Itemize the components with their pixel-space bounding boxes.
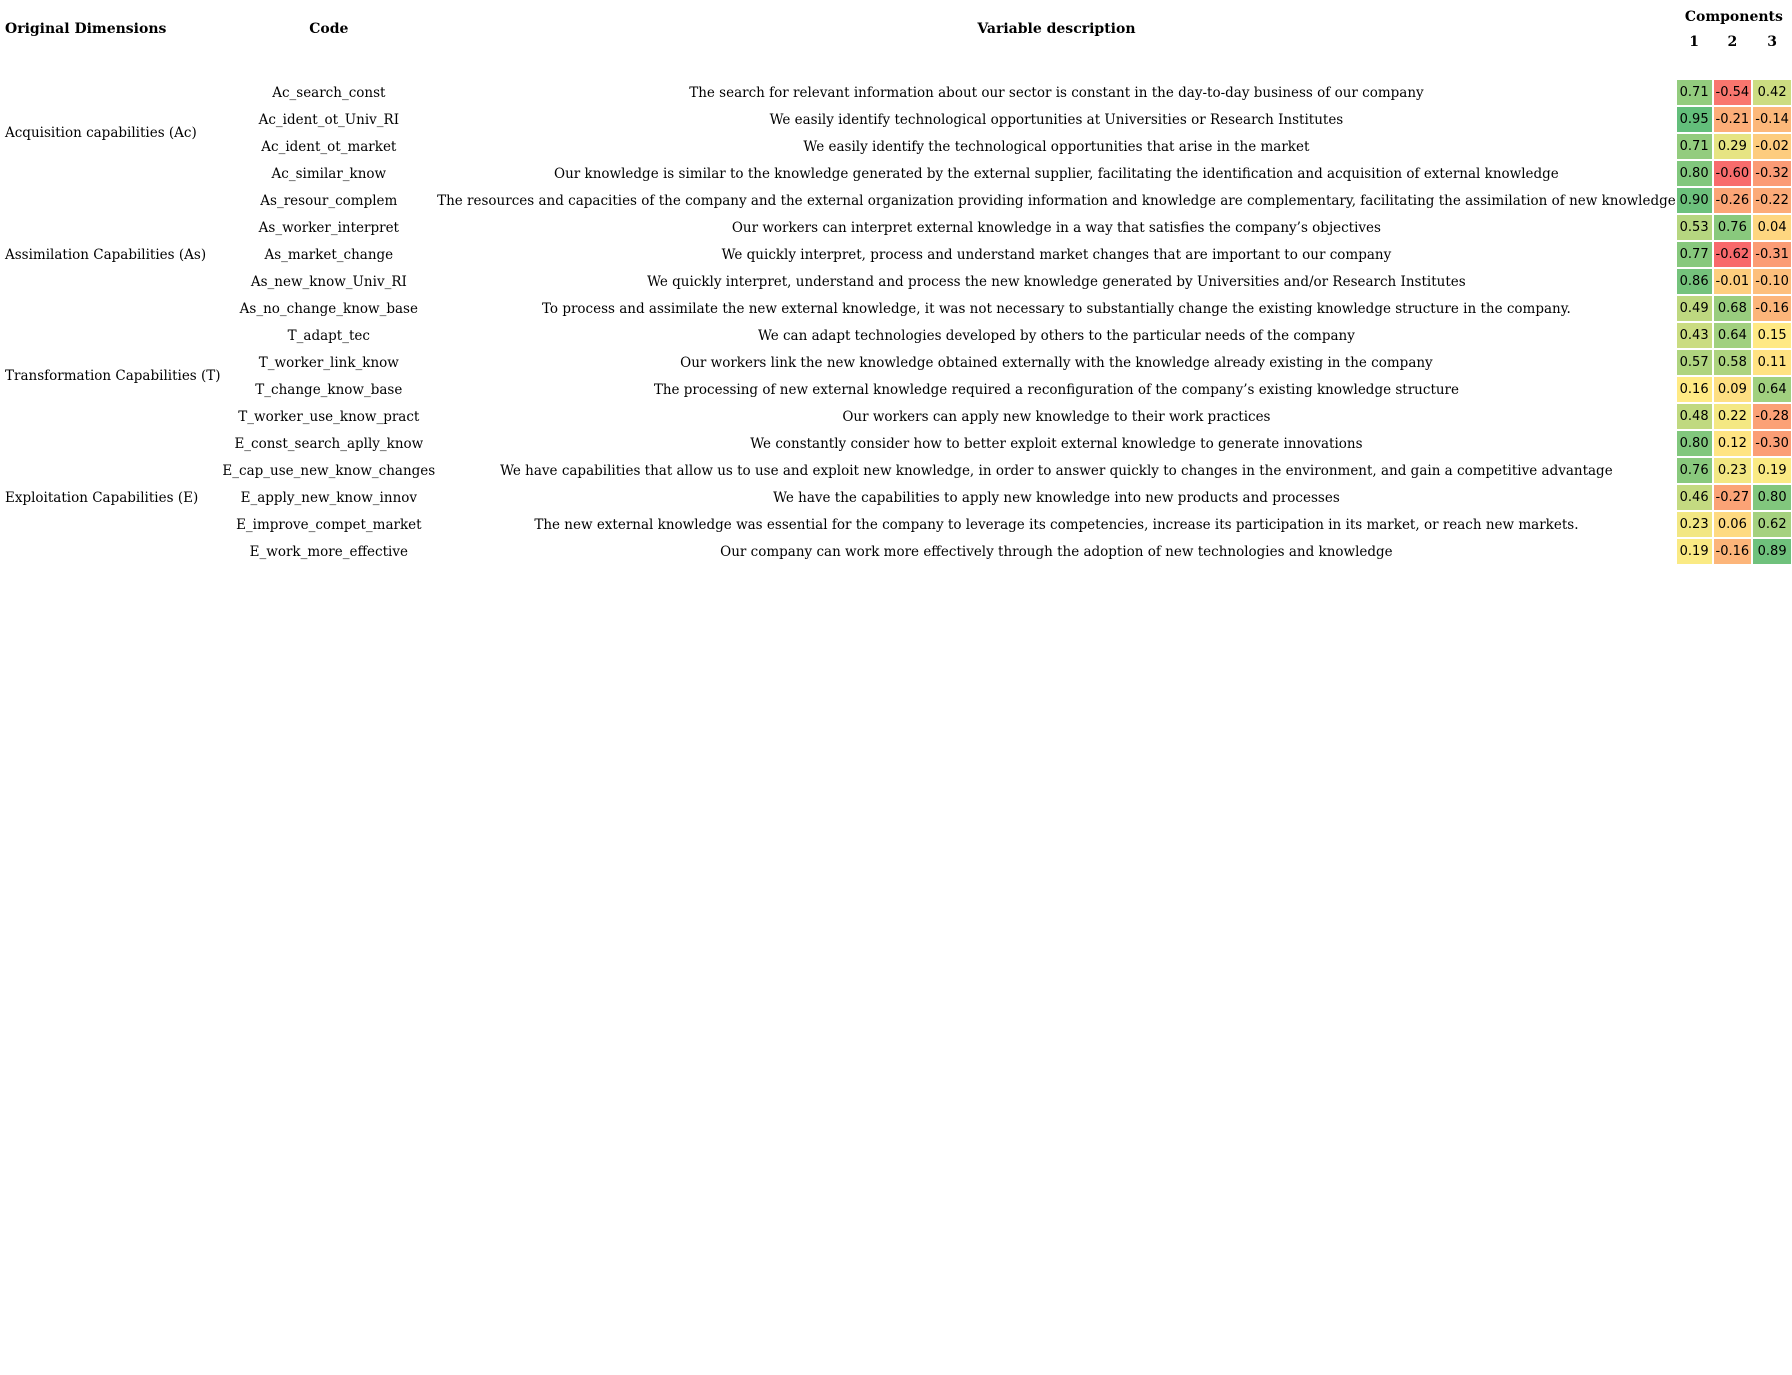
- loading-cell-component-3: -0.32: [1752, 160, 1792, 187]
- loading-cell-component-3: -0.02: [1752, 133, 1792, 160]
- loading-cell-component-1: 0.80: [1676, 430, 1713, 457]
- loading-cell-component-1: 0.77: [1676, 241, 1713, 268]
- table-row: [5, 214, 1792, 241]
- description-cell: Our knowledge is similar to the knowledge generated by the external supplier, facilitating the identification and acquisition of external knowledge: [554, 165, 1559, 182]
- loading-cell-component-3: 0.42: [1752, 79, 1792, 106]
- dimension-cell: Assimilation Capabilities (As): [5, 246, 207, 263]
- table-row: [5, 133, 1792, 160]
- loading-cell-component-2: 0.64: [1713, 322, 1753, 349]
- loading-cell-component-1: 0.57: [1676, 349, 1713, 376]
- code-cell: T_worker_link_know: [258, 354, 399, 371]
- loading-cell-component-1: 0.19: [1676, 538, 1713, 565]
- loading-cell-component-3: 0.15: [1752, 322, 1792, 349]
- code-cell: E_work_more_effective: [249, 543, 408, 560]
- loading-cell-component-2: 0.09: [1713, 376, 1753, 403]
- header-component-3: 3: [1767, 33, 1777, 50]
- loading-cell-component-2: -0.26: [1713, 187, 1753, 214]
- table-row: [5, 106, 1792, 133]
- table-row: [5, 268, 1792, 295]
- description-cell: We quickly interpret, process and understand market changes that are important to our company: [721, 246, 1392, 263]
- loading-cell-component-3: 0.80: [1752, 484, 1792, 511]
- code-cell: As_market_change: [264, 246, 394, 263]
- table-row: [5, 484, 1792, 511]
- header-component-2: 2: [1727, 33, 1738, 50]
- loading-cell-component-2: 0.76: [1713, 214, 1753, 241]
- loading-cell-component-1: 0.90: [1676, 187, 1713, 214]
- description-cell: We have the capabilities to apply new knowledge into new products and processes: [773, 489, 1340, 506]
- dimension-cell: Exploitation Capabilities (E): [5, 489, 199, 506]
- loading-cell-component-1: 0.46: [1676, 484, 1713, 511]
- description-cell: The search for relevant information about our sector is constant in the day-to-day business of our company: [689, 84, 1424, 101]
- loading-cell-component-3: -0.30: [1752, 430, 1792, 457]
- loading-cell-component-3: 0.64: [1752, 376, 1792, 403]
- table-row: [5, 241, 1792, 268]
- code-cell: T_change_know_base: [255, 381, 403, 398]
- loading-cell-component-3: -0.10: [1752, 268, 1792, 295]
- description-cell: To process and assimilate the new external knowledge, it was not necessary to substantially change the existing knowledge structure in the company.: [541, 300, 1571, 317]
- loadings-table: [5, 4, 1792, 565]
- description-cell: Our workers link the new knowledge obtained externally with the knowledge already existing in the company: [680, 354, 1433, 371]
- header-row: [5, 4, 1792, 29]
- loading-cell-component-2: -0.21: [1713, 106, 1753, 133]
- loading-cell-component-1: 0.23: [1676, 511, 1713, 538]
- loading-cell-component-1: 0.76: [1676, 457, 1713, 484]
- description-cell: We quickly interpret, understand and process the new knowledge generated by Universities and/or Research Institutes: [647, 273, 1466, 290]
- loading-cell-component-3: -0.28: [1752, 403, 1792, 430]
- description-cell: Our workers can interpret external knowledge in a way that satisfies the company’s objectives: [731, 219, 1381, 236]
- loading-cell-component-1: 0.80: [1676, 160, 1713, 187]
- code-cell: E_const_search_aplly_know: [234, 435, 424, 452]
- loading-cell-component-3: 0.62: [1752, 511, 1792, 538]
- table-row: [5, 538, 1792, 565]
- table-row: [5, 160, 1792, 187]
- header-component-1: 1: [1689, 33, 1699, 50]
- table-row: [5, 376, 1792, 403]
- loading-cell-component-3: -0.14: [1752, 106, 1792, 133]
- loading-cell-component-3: 0.19: [1752, 457, 1792, 484]
- description-cell: Our company can work more effectively through the adoption of new technologies and knowledge: [720, 543, 1393, 560]
- loading-cell-component-1: 0.71: [1676, 133, 1713, 160]
- table-row: [5, 349, 1792, 376]
- description-cell: We constantly consider how to better exploit external knowledge to generate innovations: [750, 435, 1363, 452]
- code-cell: As_no_change_know_base: [239, 300, 418, 317]
- header-components: Components: [1684, 8, 1783, 25]
- code-cell: Ac_similar_know: [271, 165, 387, 182]
- code-cell: As_worker_interpret: [258, 219, 399, 236]
- loading-cell-component-2: 0.23: [1713, 457, 1753, 484]
- loading-cell-component-2: -0.16: [1713, 538, 1753, 565]
- loading-cell-component-1: 0.43: [1676, 322, 1713, 349]
- loading-cell-component-1: 0.71: [1676, 79, 1713, 106]
- loading-cell-component-1: 0.48: [1676, 403, 1713, 430]
- description-cell: The new external knowledge was essential for the company to leverage its competencies, increase its participation in its market, or reach new markets.: [534, 516, 1579, 533]
- loading-cell-component-1: 0.49: [1676, 295, 1713, 322]
- code-cell: Ac_search_const: [272, 84, 386, 101]
- table-row: [5, 187, 1792, 214]
- header-code: Code: [309, 21, 349, 37]
- table-row: [5, 79, 1792, 106]
- code-cell: E_improve_compet_market: [236, 516, 422, 533]
- code-cell: T_worker_use_know_pract: [238, 408, 420, 425]
- loading-cell-component-1: 0.86: [1676, 268, 1713, 295]
- loading-cell-component-3: -0.31: [1752, 241, 1792, 268]
- code-cell: T_adapt_tec: [287, 327, 370, 344]
- description-cell: The resources and capacities of the company and the external organization providing information and knowledge are complementary, facilitating the assimilation of new knowledge: [437, 192, 1676, 209]
- loading-cell-component-2: 0.29: [1713, 133, 1753, 160]
- code-cell: Ac_ident_ot_market: [261, 138, 397, 155]
- loading-cell-component-3: 0.89: [1752, 538, 1792, 565]
- code-cell: E_cap_use_new_know_changes: [222, 462, 436, 479]
- description-cell: We easily identify the technological opportunities that arise in the market: [803, 138, 1310, 155]
- loading-cell-component-3: 0.11: [1752, 349, 1792, 376]
- description-cell: We easily identify technological opportunities at Universities or Research Institutes: [769, 111, 1344, 128]
- loading-cell-component-3: -0.22: [1752, 187, 1792, 214]
- table-row: [5, 403, 1792, 430]
- table-row: [5, 322, 1792, 349]
- code-cell: Ac_ident_ot_Univ_RI: [258, 111, 400, 128]
- loading-cell-component-1: 0.16: [1676, 376, 1713, 403]
- table-body: [5, 79, 1792, 565]
- code-cell: E_apply_new_know_innov: [240, 489, 418, 506]
- loading-cell-component-2: -0.54: [1713, 79, 1753, 106]
- description-cell: Our workers can apply new knowledge to their work practices: [842, 408, 1271, 425]
- table-row: [5, 457, 1792, 484]
- header-variable-description: Variable description: [977, 21, 1136, 37]
- description-cell: We can adapt technologies developed by others to the particular needs of the company: [757, 327, 1355, 344]
- description-cell: We have capabilities that allow us to use and exploit new knowledge, in order to answer quickly to changes in the environment, and gain a competitive advantage: [500, 462, 1613, 479]
- dimension-cell: Transformation Capabilities (T): [5, 368, 221, 384]
- table-row: [5, 430, 1792, 457]
- loading-cell-component-1: 0.95: [1676, 106, 1713, 133]
- loading-cell-component-2: -0.60: [1713, 160, 1753, 187]
- loading-cell-component-2: -0.01: [1713, 268, 1753, 295]
- header-spacer: [5, 54, 1792, 79]
- loading-cell-component-3: -0.16: [1752, 295, 1792, 322]
- description-cell: The processing of new external knowledge required a reconfiguration of the company’s existing knowledge structure: [653, 381, 1460, 398]
- loading-cell-component-2: 0.58: [1713, 349, 1753, 376]
- code-cell: As_new_know_Univ_RI: [250, 273, 407, 290]
- loading-cell-component-2: -0.27: [1713, 484, 1753, 511]
- loading-cell-component-3: 0.04: [1752, 214, 1792, 241]
- loading-cell-component-2: 0.22: [1713, 403, 1753, 430]
- table-row: [5, 511, 1792, 538]
- code-cell: As_resour_complem: [260, 192, 398, 209]
- loading-cell-component-1: 0.53: [1676, 214, 1713, 241]
- header-original-dimensions: Original Dimensions: [5, 21, 167, 37]
- table-row: [5, 295, 1792, 322]
- loading-cell-component-2: 0.06: [1713, 511, 1753, 538]
- loading-cell-component-2: 0.68: [1713, 295, 1753, 322]
- loading-cell-component-2: 0.12: [1713, 430, 1753, 457]
- loading-cell-component-2: -0.62: [1713, 241, 1753, 268]
- dimension-cell: Acquisition capabilities (Ac): [5, 125, 197, 141]
